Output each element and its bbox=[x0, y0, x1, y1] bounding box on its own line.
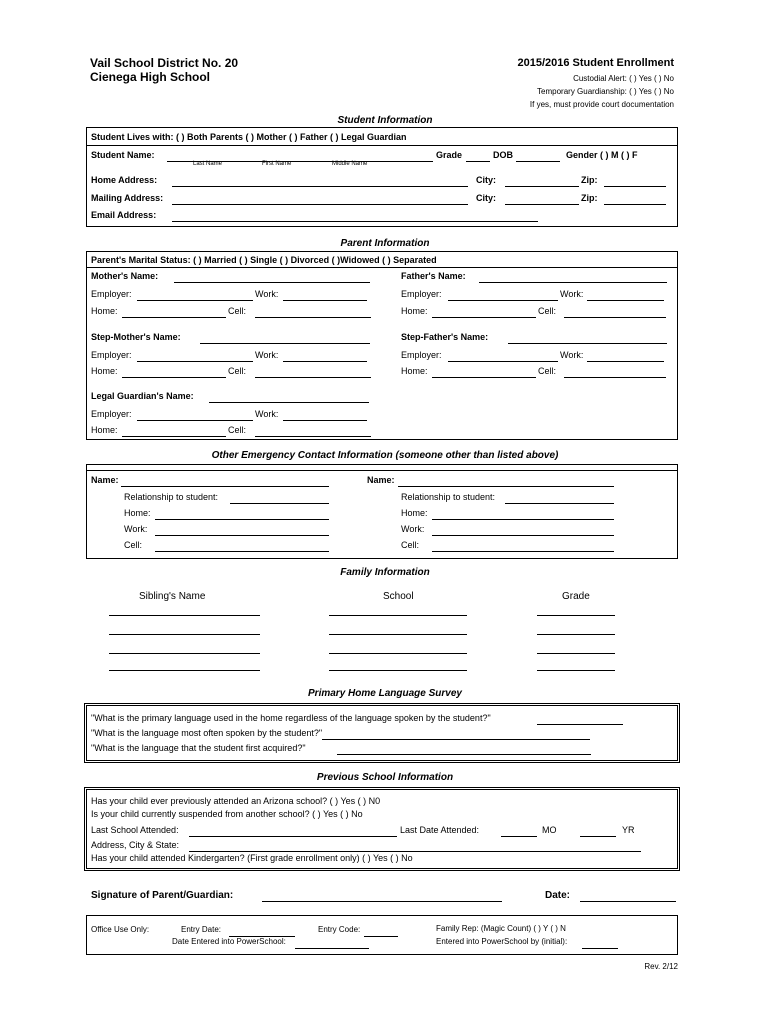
mother-cell-label: Cell: bbox=[228, 306, 247, 316]
guardian-cell-field[interactable] bbox=[255, 425, 371, 437]
sibling-name-field[interactable] bbox=[109, 604, 260, 616]
step-father-employer-field[interactable] bbox=[448, 350, 558, 362]
emergency2-name-label: Name: bbox=[367, 475, 395, 485]
step-father-cell-field[interactable] bbox=[564, 366, 666, 378]
entered-by-label: Entered into PowerSchool by (initial): bbox=[436, 937, 568, 946]
step-father-work-field[interactable] bbox=[587, 350, 664, 362]
step-mother-employer-field[interactable] bbox=[137, 350, 253, 362]
language-primary-field[interactable] bbox=[537, 713, 623, 725]
legal-guardian-name-label: Legal Guardian's Name: bbox=[91, 391, 194, 401]
step-father-employer-label: Employer: bbox=[401, 350, 442, 360]
first-name-caption: First Name bbox=[262, 161, 292, 167]
father-employer-field[interactable] bbox=[448, 289, 558, 301]
court-note: If yes, must provide court documentation bbox=[529, 100, 674, 109]
section-parent-information: Parent Information bbox=[340, 238, 430, 249]
sibling-school-field[interactable] bbox=[329, 659, 467, 671]
student-name-label: Student Name: bbox=[91, 150, 155, 160]
section-family-information: Family Information bbox=[340, 567, 430, 578]
step-fathers-name-label: Step-Father's Name: bbox=[401, 332, 489, 342]
entry-code-field[interactable] bbox=[364, 925, 398, 937]
entry-date-field[interactable] bbox=[229, 925, 295, 937]
legal-guardian-name-field[interactable] bbox=[209, 391, 369, 403]
mailing-city-field[interactable] bbox=[505, 193, 579, 205]
year-label: YR bbox=[622, 825, 635, 835]
language-question-first: "What is the language that the student first acquired?" bbox=[91, 743, 306, 753]
emergency1-relationship-field[interactable] bbox=[230, 492, 329, 504]
step-father-home-label: Home: bbox=[401, 366, 428, 376]
emergency2-work-field[interactable] bbox=[432, 524, 614, 536]
language-first-field[interactable] bbox=[337, 743, 591, 755]
language-question-spoken: "What is the language most often spoken by the student?" bbox=[91, 728, 323, 738]
emergency1-name-label: Name: bbox=[91, 475, 119, 485]
last-date-month-field[interactable] bbox=[501, 825, 537, 837]
middle-name-caption: Middle Name bbox=[332, 161, 368, 167]
step-mother-home-field[interactable] bbox=[122, 366, 226, 378]
home-address-label: Home Address: bbox=[91, 175, 158, 185]
sibling-name-field[interactable] bbox=[109, 642, 260, 654]
emergency1-home-field[interactable] bbox=[155, 508, 329, 520]
sibling-grade-field[interactable] bbox=[537, 604, 615, 616]
emergency2-home-field[interactable] bbox=[432, 508, 614, 520]
step-fathers-name-field[interactable] bbox=[508, 332, 667, 344]
office-use-label: Office Use Only: bbox=[91, 925, 150, 934]
step-father-work-label: Work: bbox=[560, 350, 584, 360]
guardian-home-field[interactable] bbox=[122, 425, 226, 437]
step-father-home-field[interactable] bbox=[432, 366, 536, 378]
emergency1-home-label: Home: bbox=[124, 508, 151, 518]
fathers-name-label: Father's Name: bbox=[401, 271, 466, 281]
last-school-field[interactable] bbox=[189, 825, 397, 837]
home-city-field[interactable] bbox=[505, 175, 579, 187]
district-name: Vail School District No. 20 bbox=[90, 56, 239, 70]
mailing-city-label: City: bbox=[476, 193, 496, 203]
divider bbox=[86, 267, 678, 268]
guardian-work-label: Work: bbox=[255, 409, 279, 419]
dob-label: DOB bbox=[493, 150, 513, 160]
mother-cell-field[interactable] bbox=[255, 306, 371, 318]
father-work-label: Work: bbox=[560, 289, 584, 299]
fathers-name-field[interactable] bbox=[479, 271, 667, 283]
last-date-label: Last Date Attended: bbox=[400, 825, 480, 835]
sibling-name-header: Sibling's Name bbox=[139, 591, 206, 602]
section-previous-school: Previous School Information bbox=[316, 772, 454, 783]
divider bbox=[86, 145, 678, 146]
date-entered-label: Date Entered into PowerSchool: bbox=[172, 937, 286, 946]
emergency2-work-label: Work: bbox=[401, 524, 425, 534]
gender-selector[interactable]: Gender ( ) M ( ) F bbox=[566, 150, 638, 160]
sibling-grade-field[interactable] bbox=[537, 623, 615, 635]
sibling-name-field[interactable] bbox=[109, 623, 260, 635]
step-mother-employer-label: Employer: bbox=[91, 350, 132, 360]
entered-by-field[interactable] bbox=[582, 937, 618, 949]
father-cell-field[interactable] bbox=[564, 306, 666, 318]
emergency1-cell-label: Cell: bbox=[124, 540, 143, 550]
home-city-label: City: bbox=[476, 175, 496, 185]
emergency1-name-field[interactable] bbox=[121, 475, 329, 487]
custodial-alert[interactable]: Custodial Alert: ( ) Yes ( ) No bbox=[573, 74, 674, 83]
previous-address-label: Address, City & State: bbox=[91, 840, 180, 850]
home-zip-label: Zip: bbox=[581, 175, 598, 185]
emergency1-work-field[interactable] bbox=[155, 524, 329, 536]
guardian-employer-label: Employer: bbox=[91, 409, 132, 419]
suspended-question[interactable]: Is your child currently suspended from another school? ( ) Yes ( ) No bbox=[91, 809, 363, 819]
mailing-zip-label: Zip: bbox=[581, 193, 598, 203]
emergency1-cell-field[interactable] bbox=[155, 540, 329, 552]
emergency2-name-field[interactable] bbox=[398, 475, 614, 487]
entry-code-label: Entry Code: bbox=[318, 925, 361, 934]
mothers-name-field[interactable] bbox=[174, 271, 370, 283]
section-emergency-contact: Other Emergency Contact Information (someone other than listed above) bbox=[211, 450, 559, 461]
emergency2-relationship-field[interactable] bbox=[505, 492, 614, 504]
last-school-label: Last School Attended: bbox=[91, 825, 179, 835]
emergency2-cell-field[interactable] bbox=[432, 540, 614, 552]
father-home-field[interactable] bbox=[432, 306, 536, 318]
kindergarten-question[interactable]: Has your child attended Kindergarten? (First grade enrollment only) ( ) Yes ( ) No bbox=[91, 853, 413, 863]
student-lives-with[interactable]: Student Lives with: ( ) Both Parents ( ) Mother ( ) Father ( ) Legal Guardian bbox=[91, 132, 407, 142]
step-mother-work-field[interactable] bbox=[283, 350, 367, 362]
language-question-primary: "What is the primary language used in the home regardless of the language spoken by the student?" bbox=[91, 713, 491, 723]
language-spoken-field[interactable] bbox=[322, 728, 590, 740]
emergency1-work-label: Work: bbox=[124, 524, 148, 534]
mailing-address-label: Mailing Address: bbox=[91, 193, 164, 203]
sibling-school-field[interactable] bbox=[329, 642, 467, 654]
family-rep-label[interactable]: Family Rep: (Magic Count) ( ) Y ( ) N bbox=[436, 924, 566, 933]
marital-status[interactable]: Parent's Marital Status: ( ) Married ( ) Single ( ) Divorced ( )Widowed ( ) Separated bbox=[91, 255, 437, 265]
emergency2-cell-label: Cell: bbox=[401, 540, 420, 550]
step-mothers-name-label: Step-Mother's Name: bbox=[91, 332, 181, 342]
mother-employer-field[interactable] bbox=[137, 289, 253, 301]
last-name-caption: Last Name bbox=[193, 161, 223, 167]
sibling-name-field[interactable] bbox=[109, 659, 260, 671]
sibling-school-field[interactable] bbox=[329, 604, 467, 616]
email-address-field[interactable] bbox=[172, 210, 538, 222]
arizona-school-question[interactable]: Has your child ever previously attended an Arizona school? ( ) Yes ( ) N0 bbox=[91, 796, 381, 806]
signature-date-label: Date: bbox=[545, 890, 571, 901]
guardian-employer-field[interactable] bbox=[137, 409, 253, 421]
sibling-grade-field[interactable] bbox=[537, 642, 615, 654]
grade-label: Grade bbox=[436, 150, 463, 160]
month-label: MO bbox=[542, 825, 557, 835]
previous-address-field[interactable] bbox=[189, 840, 641, 852]
date-entered-field[interactable] bbox=[295, 937, 369, 949]
entry-date-label: Entry Date: bbox=[181, 925, 222, 934]
father-employer-label: Employer: bbox=[401, 289, 442, 299]
step-mother-cell-field[interactable] bbox=[255, 366, 371, 378]
step-mothers-name-field[interactable] bbox=[200, 332, 370, 344]
last-date-year-field[interactable] bbox=[580, 825, 616, 837]
section-language-survey: Primary Home Language Survey bbox=[308, 688, 462, 699]
temporary-guardianship[interactable]: Temporary Guardianship: ( ) Yes ( ) No bbox=[537, 87, 674, 96]
dob-field[interactable] bbox=[516, 150, 560, 162]
email-address-label: Email Address: bbox=[91, 210, 157, 220]
father-work-field[interactable] bbox=[587, 289, 664, 301]
step-mother-home-label: Home: bbox=[91, 366, 118, 376]
mailing-address-field[interactable] bbox=[172, 193, 468, 205]
emergency2-home-label: Home: bbox=[401, 508, 428, 518]
mother-home-label: Home: bbox=[91, 306, 118, 316]
mothers-name-label: Mother's Name: bbox=[91, 271, 159, 281]
father-home-label: Home: bbox=[401, 306, 428, 316]
sibling-school-field[interactable] bbox=[329, 623, 467, 635]
mother-work-label: Work: bbox=[255, 289, 279, 299]
signature-field[interactable] bbox=[262, 890, 502, 902]
school-header: School bbox=[383, 591, 414, 602]
signature-date-field[interactable] bbox=[580, 890, 676, 902]
father-cell-label: Cell: bbox=[538, 306, 557, 316]
home-address-field[interactable] bbox=[172, 175, 468, 187]
divider bbox=[86, 470, 678, 471]
emergency1-relationship-label: Relationship to student: bbox=[124, 492, 219, 502]
guardian-home-label: Home: bbox=[91, 425, 118, 435]
section-student-information: Student Information bbox=[337, 115, 433, 126]
mother-work-field[interactable] bbox=[283, 289, 367, 301]
form-title: 2015/2016 Student Enrollment bbox=[517, 57, 674, 69]
step-mother-cell-label: Cell: bbox=[228, 366, 247, 376]
guardian-cell-label: Cell: bbox=[228, 425, 247, 435]
mother-home-field[interactable] bbox=[122, 306, 226, 318]
home-zip-field[interactable] bbox=[604, 175, 666, 187]
school-name: Cienega High School bbox=[90, 70, 211, 84]
revision-label: Rev. 2/12 bbox=[644, 962, 678, 971]
signature-label: Signature of Parent/Guardian: bbox=[91, 890, 234, 901]
grade-header: Grade bbox=[562, 591, 590, 602]
step-mother-work-label: Work: bbox=[255, 350, 279, 360]
mailing-zip-field[interactable] bbox=[604, 193, 666, 205]
mother-employer-label: Employer: bbox=[91, 289, 132, 299]
emergency2-relationship-label: Relationship to student: bbox=[401, 492, 496, 502]
guardian-work-field[interactable] bbox=[283, 409, 367, 421]
sibling-grade-field[interactable] bbox=[537, 659, 615, 671]
grade-field[interactable] bbox=[466, 150, 490, 162]
step-father-cell-label: Cell: bbox=[538, 366, 557, 376]
